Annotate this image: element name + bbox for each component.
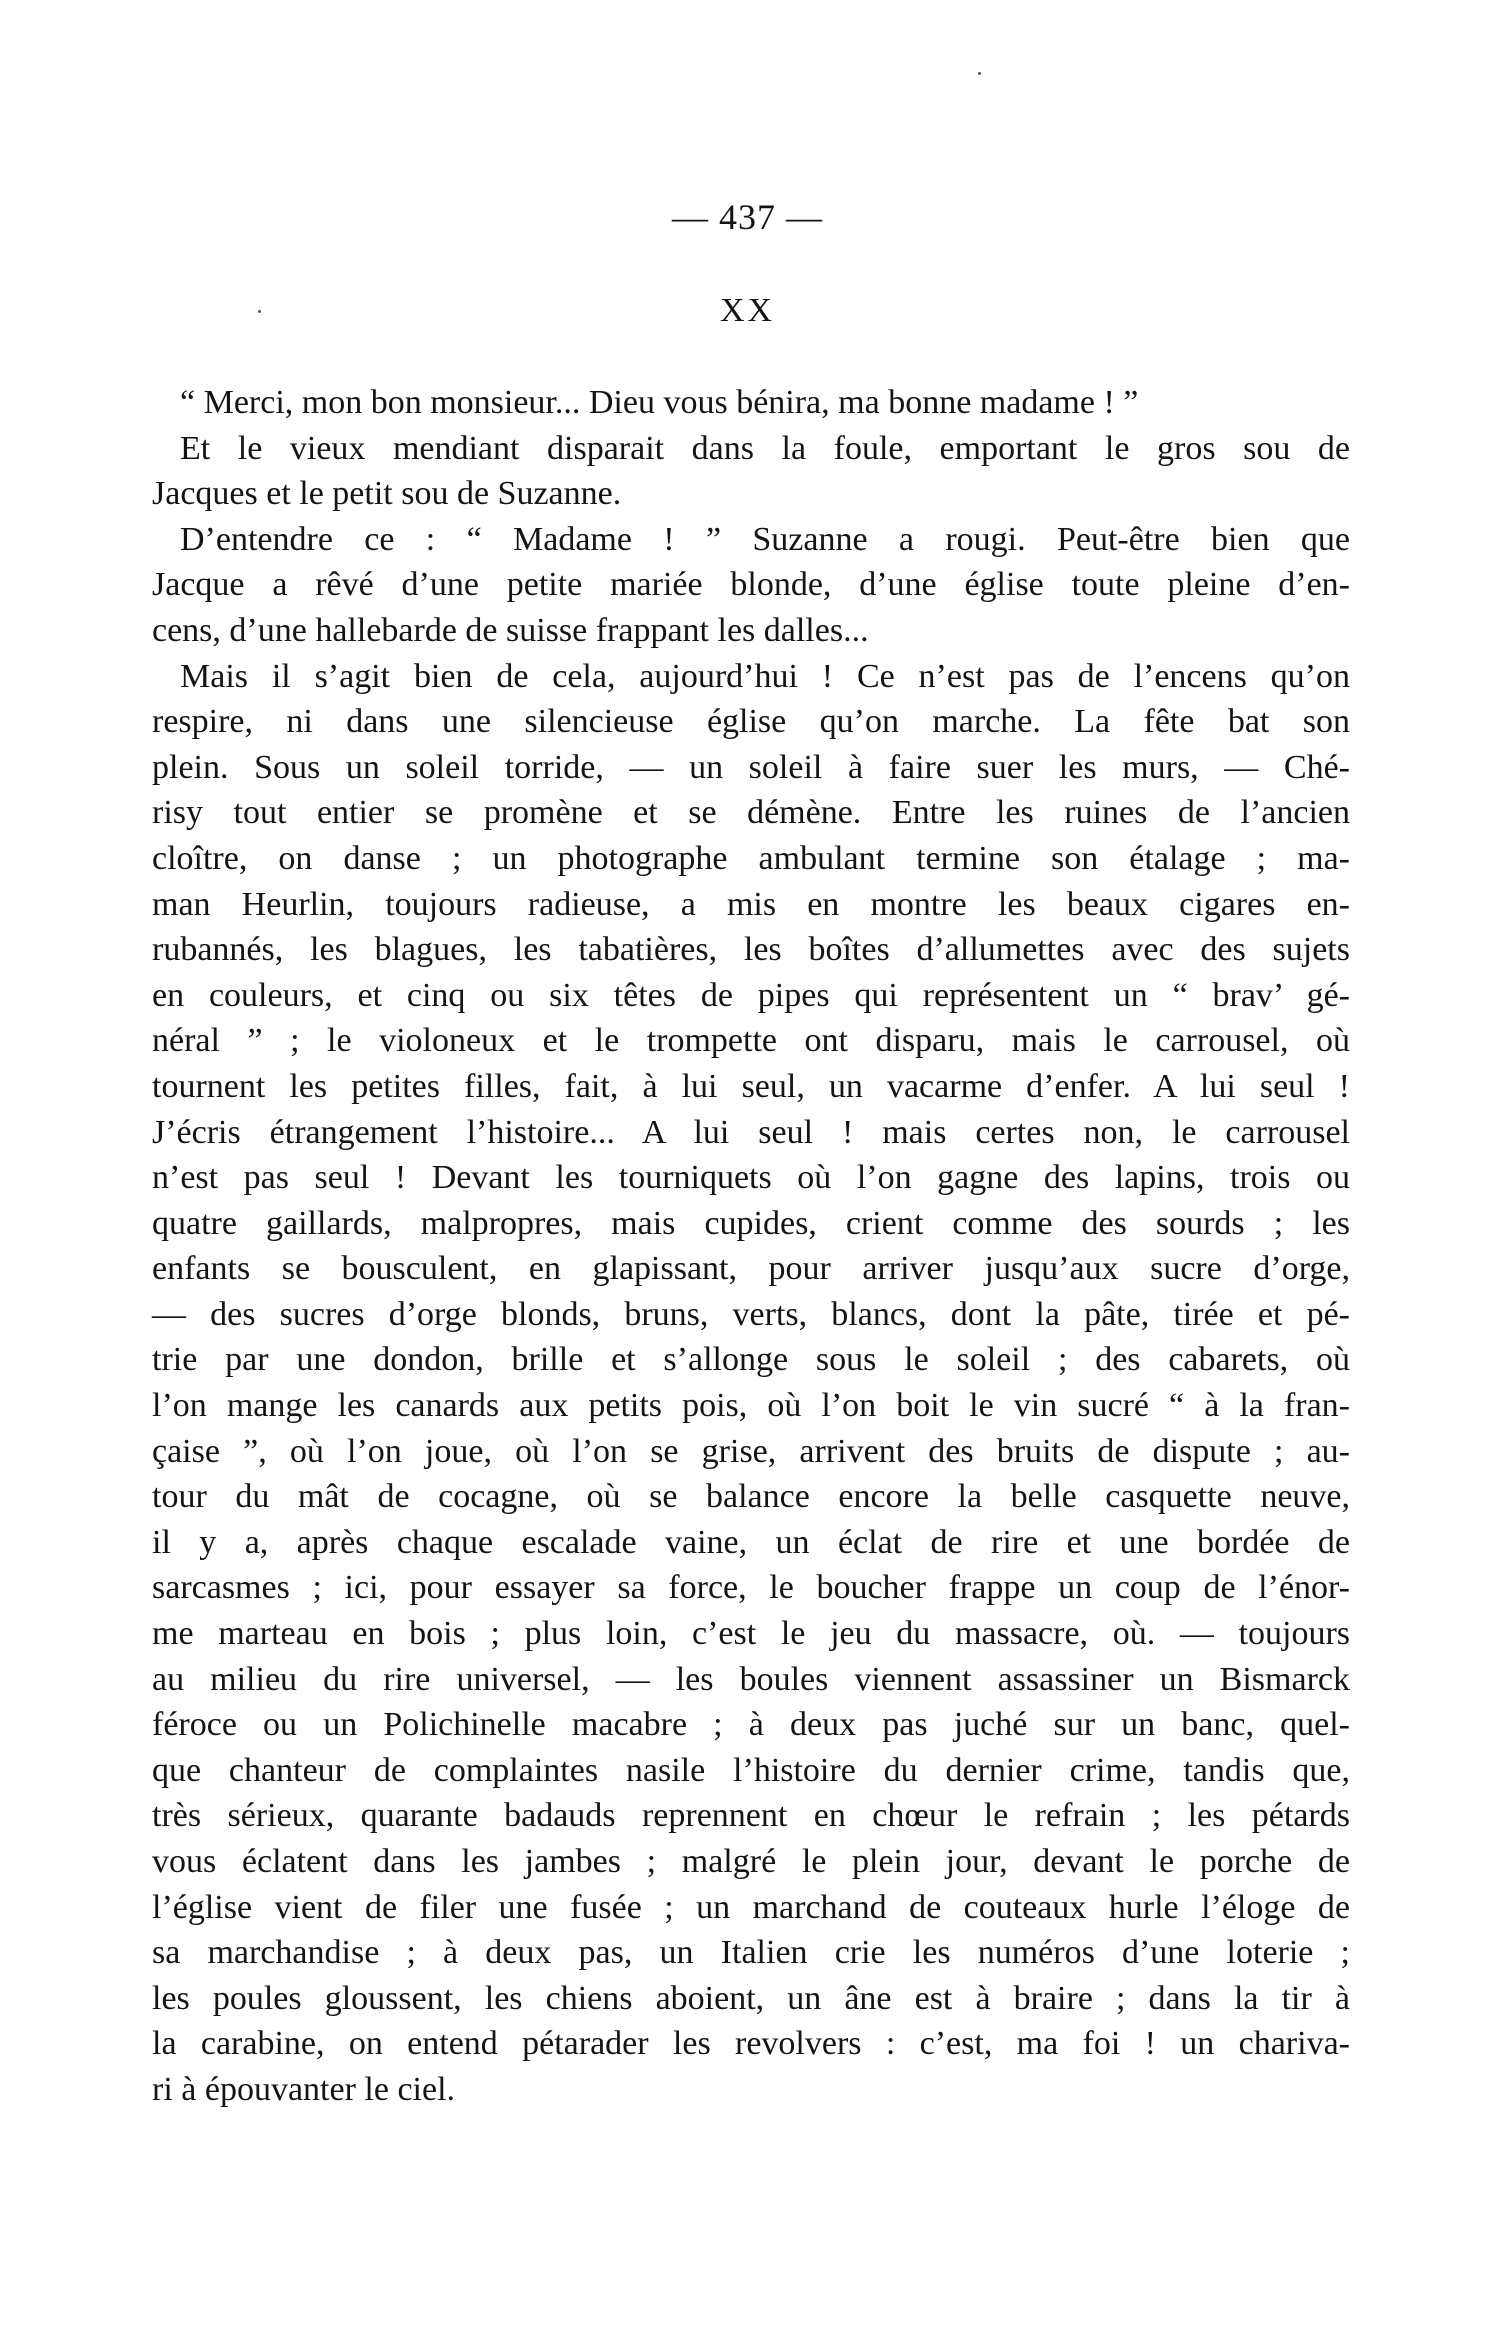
text-line: quatre gaillards, malpropres, mais cupides, crient comme des sourds ; les: [152, 1204, 1350, 1242]
text-line: Mais il s’agit bien de cela, aujourd’hui ! Ce n’est pas de l’encens qu’on: [180, 657, 1350, 695]
text-line: J’écris étrangement l’histoire... A lui seul ! mais certes non, le carrousel: [152, 1113, 1350, 1151]
text-line: respire, ni dans une silencieuse église qu’on marche. La fête bat son: [152, 703, 1350, 741]
text-line: ri à épouvanter le ciel.: [152, 2070, 456, 2108]
text-line: féroce ou un Polichinelle macabre ; à deux pas juché sur un banc, quel-: [152, 1706, 1350, 1744]
text-line: au milieu du rire universel, — les boules viennent assassiner un Bismarck: [152, 1660, 1350, 1698]
text-line: çaise ”, où l’on joue, où l’on se grise, arrivent des bruits de dispute ; au-: [152, 1432, 1350, 1470]
text-line: Jacque a rêvé d’une petite mariée blonde, d’une église toute pleine d’en-: [152, 566, 1350, 604]
text-line: en couleurs, et cinq ou six têtes de pipes qui représentent un “ brav’ gé-: [152, 976, 1350, 1014]
text-line: que chanteur de complaintes nasile l’histoire du dernier crime, tandis que,: [152, 1751, 1350, 1789]
text-line: il y a, après chaque escalade vaine, un éclat de rire et une bordée de: [152, 1523, 1350, 1561]
text-line: l’on mange les canards aux petits pois, où l’on boit le vin sucré “ à la fran-: [152, 1387, 1350, 1425]
text-line: “ Merci, mon bon monsieur... Dieu vous bénira, ma bonne madame ! ”: [180, 384, 1139, 421]
text-line: l’église vient de filer une fusée ; un marchand de couteaux hurle l’éloge de: [152, 1888, 1350, 1926]
text-line: tour du mât de cocagne, où se balance encore la belle casquette neuve,: [152, 1478, 1350, 1516]
chapter-heading: XX: [719, 292, 776, 329]
text-line: trie par une dondon, brille et s’allonge sous le soleil ; des cabarets, où: [152, 1341, 1350, 1379]
paper-speck: [258, 310, 261, 313]
text-line: la carabine, on entend pétarader les revolvers : c’est, ma foi ! un chariva-: [152, 2025, 1350, 2063]
text-line: risy tout entier se promène et se démène. Entre les ruines de l’ancien: [152, 794, 1350, 832]
text-line: man Heurlin, toujours radieuse, a mis en montre les beaux cigares en-: [152, 885, 1350, 923]
text-line: Et le vieux mendiant disparait dans la foule, emportant le gros sou de: [180, 429, 1350, 467]
text-line: enfants se bousculent, en glapissant, pour arriver jusqu’aux sucre d’orge,: [152, 1250, 1350, 1288]
text-line: cens, d’une hallebarde de suisse frappant les dalles...: [152, 611, 869, 649]
text-line: très sérieux, quarante badauds reprennent en chœur le refrain ; les pétards: [152, 1797, 1350, 1835]
text-line: D’entendre ce : “ Madame ! ” Suzanne a rougi. Peut-être bien que: [180, 520, 1350, 558]
text-line: sarcasmes ; ici, pour essayer sa force, le boucher frappe un coup de l’énor-: [152, 1569, 1350, 1607]
text-line: plein. Sous un soleil torride, — un soleil à faire suer les murs, — Ché-: [152, 748, 1350, 786]
paper-speck: [978, 72, 981, 75]
text-line: tournent les petites filles, fait, à lui seul, un vacarme d’enfer. A lui seul !: [152, 1067, 1350, 1105]
text-line: rubannés, les blagues, les tabatières, les boîtes d’allumettes avec des sujets: [152, 931, 1350, 969]
text-line: sa marchandise ; à deux pas, un Italien crie les numéros d’une loterie ;: [152, 1934, 1350, 1972]
body-text: [152, 380, 1350, 2113]
text-line: vous éclatent dans les jambes ; malgré le plein jour, devant le porche de: [152, 1843, 1350, 1880]
text-line: les poules gloussent, les chiens aboient, un âne est à braire ; dans la tir à: [152, 1979, 1350, 2017]
text-line: me marteau en bois ; plus loin, c’est le jeu du massacre, où. — toujours: [152, 1615, 1350, 1653]
text-line: n’est pas seul ! Devant les tourniquets où l’on gagne des lapins, trois ou: [152, 1159, 1350, 1197]
text-line: Jacques et le petit sou de Suzanne.: [152, 475, 622, 513]
text-line: néral ” ; le violoneux et le trompette ont disparu, mais le carrousel, où: [152, 1022, 1350, 1060]
text-line: — des sucres d’orge blonds, bruns, verts, blancs, dont la pâte, tirée et pé-: [152, 1295, 1350, 1333]
page-number: — 437 —: [672, 197, 823, 237]
text-line: cloître, on danse ; un photographe ambulant termine son étalage ; ma-: [152, 839, 1350, 877]
